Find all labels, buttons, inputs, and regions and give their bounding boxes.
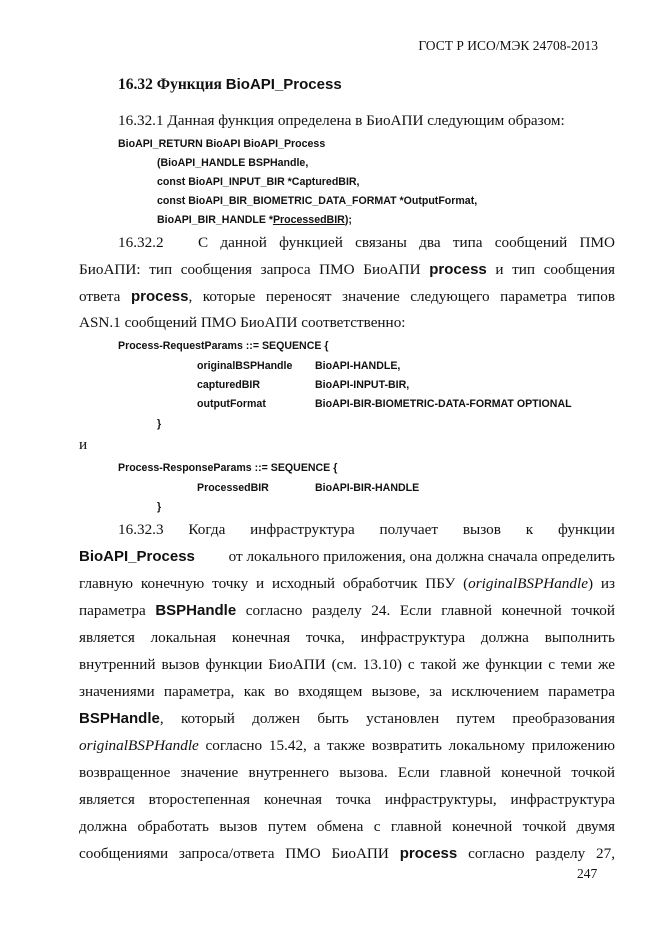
bioapi-process-keyword: BioAPI_Process [79,548,195,565]
word: 16.32.3 [118,521,164,538]
paragraph-16-32-3-line-5: является локальная конечная точка, инфраструктура должна выполнить [79,629,615,646]
paragraph-16-32-2-line-3 [79,288,615,306]
document-standard-header: ГОСТ Р ИСО/МЭК 24708-2013 [418,38,598,53]
section-number-label: 16.32 Функция [118,76,226,93]
line-text: ) из [587,575,615,592]
response-param-name: ProcessedBIR [197,482,269,494]
page-number: 247 [577,866,598,881]
paragraph-16-32-3-line-13 [79,845,615,863]
paragraph-16-32-3-line-10: возвращенное значение внутреннего вызова. Если главной конечной точкой [79,764,615,781]
word: к [525,521,534,538]
paragraph-16-32-2-line-4: ASN.1 сообщений ПМО БиоАПИ соответственно: [79,314,406,331]
bsphandle-keyword: BSPHandle [79,710,160,727]
word: функции [557,521,615,538]
request-param-name: capturedBIR [197,379,260,391]
request-param-type: BioAPI-INPUT-BIR, [315,379,410,391]
line-3-text-b: , которые переносят значение следующего параметра типов [188,288,615,305]
paragraph-16-32-1: 16.32.1 Данная функция определена в БиоАПИ следующим образом: [118,112,565,129]
request-param-type: BioAPI-BIR-BIOMETRIC-DATA-FORMAT OPTIONAL [315,398,572,410]
signature-line-5 [157,214,352,226]
paragraph-16-32-3-line-3 [79,575,615,593]
conjunction-and: и [79,436,88,453]
line-3-text-a: ответа [79,288,121,305]
process-keyword: process [429,261,487,278]
line-text: параметра [79,602,156,619]
line-text: согласно разделу 27, [457,845,615,862]
request-param-type: BioAPI-HANDLE, [315,360,401,372]
signature-processed-bir: ProcessedBIR [272,214,345,226]
word: вызов [462,521,501,538]
signature-line-3: const BioAPI_INPUT_BIR *CapturedBIR, [157,176,360,188]
response-params-head: Process-ResponseParams ::= SEQUENCE { [118,462,338,474]
paragraph-16-32-3-line-4 [79,602,615,620]
request-param-name: originalBSPHandle [197,360,293,372]
section-function-name: BioAPI_Process [225,76,342,93]
line-2-text-b: и тип сообщения [495,261,616,278]
paragraph-16-32-3-line-7: значениями параметра, как во входящем вызове, за исключением параметра [79,683,615,700]
line-2-text-a: БиоАПИ: тип сообщения запроса ПМО БиоАПИ [79,261,421,278]
response-params-close: } [157,501,162,513]
section-heading [118,76,342,94]
request-param-name: outputFormat [197,398,266,410]
paragraph-16-32-3-line-2 [79,548,615,566]
paragraph-16-32-3-line-11: является второстепенная конечная точка инфраструктуры, инфраструктура [79,791,615,808]
signature-line-5-suffix: ); [344,214,352,226]
signature-line-4: const BioAPI_BIR_BIOMETRIC_DATA_FORMAT *OutputFormat, [157,195,478,207]
paragraph-16-32-2-line-2 [79,261,615,279]
line-text: сообщениями запроса/ответа ПМО БиоАПИ [79,845,400,862]
original-bsp-handle-term: originalBSPHandle [79,737,199,754]
paragraph-16-32-3-line-12: должна обработать вызов путем обмена с главной конечной точкой двумя [79,818,615,835]
bsphandle-keyword: BSPHandle [155,602,237,619]
response-param-type: BioAPI-BIR-HANDLE [315,482,420,494]
word: Когда [188,521,226,538]
line-text: , который должен быть установлен путем преобразования [159,710,615,727]
paragraph-16-32-3-line-8 [79,710,615,728]
paragraph-16-32-3-line-9 [79,737,615,755]
word: получает [379,521,438,538]
line-text: от локального приложения, она должна сначала определить [224,548,615,565]
paragraph-16-32-2-line-1: С данной функцией связаны два типа сообщений ПМО [198,234,615,251]
process-keyword: process [399,845,458,862]
paragraph-16-32-2-number: 16.32.2 [118,234,164,251]
signature-line-1: BioAPI_RETURN BioAPI BioAPI_Process [118,138,326,150]
word: инфраструктура [250,521,355,538]
line-text: согласно 15.42, а также возвратить локальному приложению [198,737,615,754]
request-params-close: } [157,418,162,430]
line-text: главную конечную точку и исходный обработчик ПБУ ( [79,575,469,592]
paragraph-16-32-3-line-6: внутренний вызов функции БиоАПИ (см. 13.10) с такой же функции с теми же [79,656,615,673]
request-params-head: Process-RequestParams ::= SEQUENCE { [118,340,329,352]
original-bsp-handle-term: originalBSPHandle [468,575,588,592]
process-keyword: process [130,288,189,305]
paragraph-16-32-3-line-1 [118,521,615,539]
signature-line-2: (BioAPI_HANDLE BSPHandle, [157,157,309,169]
signature-line-5-prefix: BioAPI_BIR_HANDLE * [157,214,273,226]
line-text: согласно разделу 24. Если главной конечной точкой [236,602,615,619]
